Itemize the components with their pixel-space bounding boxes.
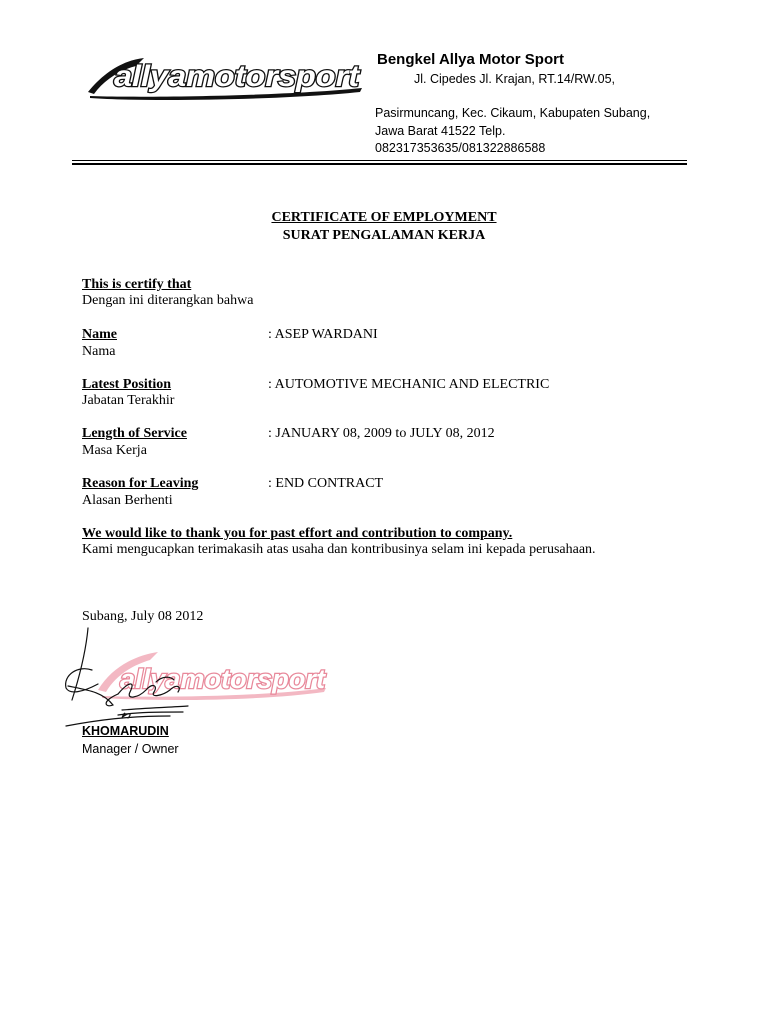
field-label-position-id: Jabatan Terakhir — [82, 393, 175, 408]
field-label-name-id: Nama — [82, 344, 116, 359]
title-english: CERTIFICATE OF EMPLOYMENT — [271, 210, 497, 225]
address-line-3: Jawa Barat 41522 Telp. — [375, 124, 506, 138]
intro-english: This is certify that — [82, 277, 192, 292]
signature-stamp — [58, 620, 333, 735]
title-indonesian: SURAT PENGALAMAN KERJA — [282, 228, 486, 243]
field-label-position: Latest Position — [82, 377, 172, 392]
field-label-service-id: Masa Kerja — [82, 443, 147, 458]
field-label-service: Length of Service — [82, 426, 187, 441]
field-label-reason: Reason for Leaving — [82, 476, 199, 491]
company-logo — [84, 52, 366, 102]
field-label-name: Name — [82, 327, 117, 342]
place-date: Subang, July 08 2012 — [82, 609, 204, 624]
field-value-service: : JANUARY 08, 2009 to JULY 08, 2012 — [268, 426, 495, 441]
header-divider-thick — [72, 163, 687, 165]
signatory-name: KHOMARUDIN — [82, 724, 169, 738]
thanks-english: We would like to thank you for past effort and contribution to company. — [82, 526, 513, 541]
logo-text: allyamotorsport — [114, 60, 362, 93]
field-value-name: : ASEP WARDANI — [268, 327, 378, 342]
field-value-reason: : END CONTRACT — [268, 476, 384, 491]
field-label-reason-id: Alasan Berhenti — [82, 493, 173, 508]
stamp-text: allyamotorsport — [120, 664, 327, 694]
company-name: Bengkel Allya Motor Sport — [377, 51, 564, 68]
intro-indonesian: Dengan ini diterangkan bahwa — [82, 293, 254, 308]
address-line-2: Pasirmuncang, Kec. Cikaum, Kabupaten Subang, — [375, 106, 651, 120]
address-line-4: 082317353635/081322886588 — [375, 141, 546, 155]
address-line-1: Jl. Cipedes Jl. Krajan, RT.14/RW.05, — [414, 72, 616, 86]
thanks-indonesian: Kami mengucapkan terimakasih atas usaha dan kontribusinya selam ini kepada perusahaan. — [82, 542, 596, 557]
field-value-position: : AUTOMOTIVE MECHANIC AND ELECTRIC — [268, 377, 550, 392]
stamp-logo — [98, 652, 326, 700]
signatory-title: Manager / Owner — [82, 742, 179, 756]
header-divider-thin — [72, 160, 687, 161]
